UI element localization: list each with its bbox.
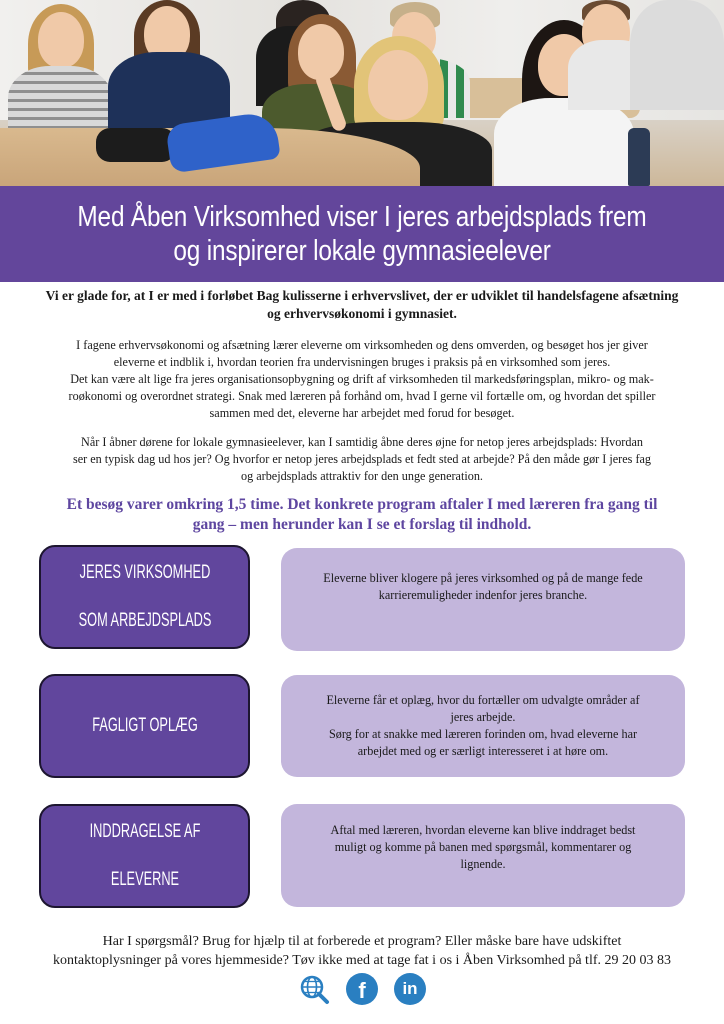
social-links — [292, 973, 432, 1009]
contact-footer — [30, 932, 694, 970]
paragraph-2-line: ser en typisk dag ud hos jer? Og hvorfor er netop jeres arbejdsplads et fedt sted at arbejde? På den måde gør I jeres fag — [72, 452, 652, 466]
program-description-line: karrieremuligheder indenfor jeres branche. — [378, 588, 588, 602]
paragraph-1-line: I fagene erhvervsøkonomi og afsætning lærer eleverne om virksomheden og dens omverden, og besøget hos jer giver — [76, 338, 648, 352]
footer-line: kontaktoplysninger på vores hjemmeside? Tøv ikke med at tage fat i os i Åben Virksomhed på tlf. 29 20 03 83 — [52, 953, 672, 968]
paragraph-2 — [36, 434, 688, 485]
program-lead-line: Et besøg varer omkring 1,5 time. Det konkrete program aftaler I med læreren fra gang til — [66, 496, 658, 513]
program-description-talk — [281, 675, 685, 777]
hero-photo — [0, 0, 724, 186]
program-label-talk — [39, 674, 250, 778]
title-band — [0, 186, 724, 282]
footer-line: Har I spørgsmål? Brug for hjælp til at forberede et program? Eller måske bare have udskiftet — [102, 934, 622, 949]
intro-text: Vi er glade for, at I er med i forløbet Bag kulisserne i erhvervslivet, der er udviklet til handelsfagene afsætning og erhvervsøkonomi i gymnasiet. — [45, 288, 679, 321]
title-line-1: Med Åben Virksomhed viser I jeres arbejdsplads frem — [77, 201, 647, 233]
paragraph-1 — [36, 337, 688, 422]
program-description-line: jeres arbejde. — [450, 710, 516, 724]
paragraph-1-line: eleverne et indblik i, hvordan teorien fra undervisningen bruges i praksis på en virksomhed som jeres. — [113, 355, 611, 369]
program-label-line: ELEVERNE — [110, 869, 179, 890]
program-description-line: arbejdet med og er særligt interesseret i at høre om. — [357, 744, 609, 758]
facebook-icon[interactable] — [346, 973, 378, 1005]
facebook-glyph: f — [358, 977, 366, 1003]
program-label-line: FAGLIGT OPLÆG — [91, 715, 198, 736]
program-description-line: Sørg for at snakke med læreren forinden om, hvad eleverne har — [328, 727, 638, 741]
program-description-workplace — [281, 548, 685, 651]
program-description-line: muligt og komme på banen med spørgsmål, kommentarer og — [334, 840, 632, 854]
program-description-involvement — [281, 804, 685, 907]
program-lead — [40, 495, 684, 535]
linkedin-icon[interactable] — [394, 973, 426, 1005]
program-label-workplace — [39, 545, 250, 649]
program-lead-line: gang – men herunder kan I se et forslag til indhold. — [192, 516, 532, 533]
paragraph-1-line: Det kan være alt lige fra jeres organisationsopbygning og drift af virksomheden til markedsføringsplan, mikro- og mak- — [70, 372, 654, 386]
program-description-line: Eleverne bliver klogere på jeres virksomhed og på de mange fede — [323, 571, 643, 585]
paragraph-1-line: sammen med det, eleverne har arbejdet med forud for besøget. — [209, 406, 515, 420]
page-title — [58, 200, 666, 268]
program-label-involvement — [39, 804, 250, 908]
paragraph-2-line: Når I åbner dørene for lokale gymnasieelever, kan I samtidig åbne deres øjne for netop jeres arbejdsplads: Hvordan — [81, 435, 643, 449]
web-search-icon[interactable] — [298, 973, 330, 1005]
paragraph-2-line: og arbejdsplads attraktiv for den unge generation. — [241, 469, 483, 483]
program-description-line: Aftal med læreren, hvordan eleverne kan blive inddraget bedst — [330, 823, 636, 837]
linkedin-glyph: in — [402, 979, 418, 998]
program-description-line: lignende. — [460, 857, 506, 871]
paragraph-1-line: roøkonomi og overordnet strategi. Snak med læreren på forhånd om, hvad I gerne vil fortælle om, og hvordan det spiller — [68, 389, 656, 403]
program-label-line: INDDRAGELSE AF — [89, 821, 200, 842]
program-label-line: SOM ARBEJDSPLADS — [78, 610, 211, 631]
program-description-line: Eleverne får et oplæg, hvor du fortæller om udvalgte områder af — [326, 693, 640, 707]
title-line-2: og inspirerer lokale gymnasieelever — [173, 235, 551, 267]
program-label-line: JERES VIRKSOMHED — [79, 562, 210, 583]
